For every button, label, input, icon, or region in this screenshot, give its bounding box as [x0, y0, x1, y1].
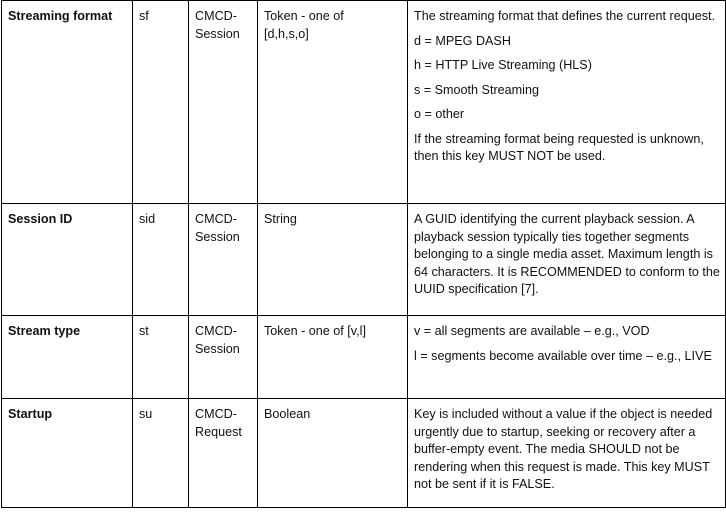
key-name-cell: Streaming format [2, 1, 133, 204]
key-name-cell: Stream type [2, 316, 133, 399]
header-name-text: CMCD- Session [195, 324, 240, 356]
table-row [2, 204, 726, 316]
key-name-cell: Session ID [2, 204, 133, 316]
description-paragraph: The streaming format that defines the current request. [414, 9, 716, 23]
type-cell [258, 1, 408, 204]
key-cell: su [133, 399, 189, 508]
header-name-cell [189, 1, 258, 204]
description-cell [408, 204, 726, 316]
description-cell [408, 316, 726, 399]
description-paragraph: d = MPEG DASH [414, 33, 511, 48]
description-paragraph: A GUID identifying the current playback session. A playback session typically ties together segments belonging to a single media asset. Maximum length is 64 characters. It is RECOMMENDED to conform to the UUID specification [7]. [414, 212, 720, 296]
description-paragraph: h = HTTP Live Streaming (HLS) [414, 58, 592, 72]
table-row [2, 316, 726, 399]
header-name-cell [189, 204, 258, 316]
type-text: Boolean [264, 407, 311, 421]
cmcd-key-table [1, 0, 726, 508]
type-text: Token - one of [d,h,s,o] [264, 9, 344, 41]
table-row [2, 1, 726, 204]
key-name-cell: Startup [2, 399, 133, 508]
description-paragraph: v = all segments are available – e.g., VOD [414, 324, 650, 338]
description-paragraph: If the streaming format being requested is unknown, then this key MUST NOT be used. [414, 131, 704, 163]
type-text: String [264, 212, 297, 226]
type-cell [258, 399, 408, 508]
description-paragraph: s = Smooth Streaming [414, 82, 539, 97]
description-cell [408, 1, 726, 204]
type-cell [258, 204, 408, 316]
table-body [2, 1, 726, 508]
description-cell [408, 399, 726, 508]
header-name-text: CMCD- Session [195, 212, 240, 244]
table-row [2, 399, 726, 508]
description-paragraph: l = segments become available over time – e.g., LIVE [414, 348, 712, 363]
type-text: Token - one of [v,l] [264, 324, 366, 338]
key-cell: sid [133, 204, 189, 316]
description-paragraph: Key is included without a value if the object is needed urgently due to startup, seeking or recovery after a buffer-empty event. The media SHOULD not be rendering when this request is made. This key MUST not be sent if it is FALSE. [414, 407, 713, 491]
key-cell: sf [133, 1, 189, 204]
header-name-cell [189, 316, 258, 399]
description-paragraph: o = other [414, 107, 465, 121]
header-name-cell [189, 399, 258, 508]
header-name-text: CMCD- Request [195, 407, 242, 439]
key-cell: st [133, 316, 189, 399]
type-cell [258, 316, 408, 399]
header-name-text: CMCD- Session [195, 9, 240, 41]
